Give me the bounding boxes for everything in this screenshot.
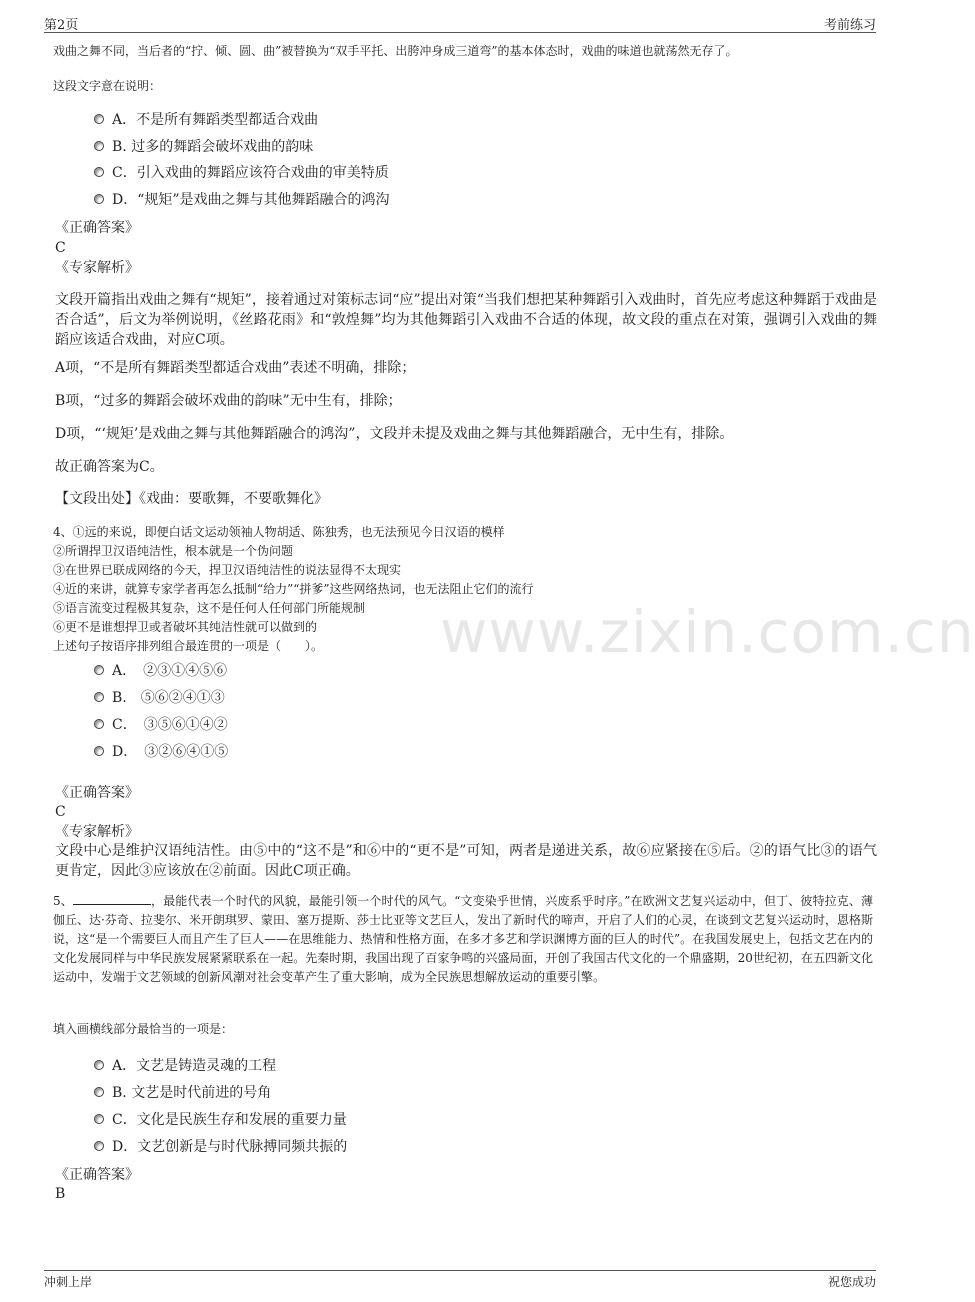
- q4-answer: C: [55, 804, 66, 820]
- q3-analysis-d: D项，“‘规矩’是戏曲之舞与其他舞蹈融合的鸿沟”，文段并未提及戏曲之舞与其他舞蹈融合，无中生有，排除。: [55, 426, 734, 442]
- radio-icon[interactable]: [94, 665, 104, 675]
- q5-passage-text: ，最能代表一个时代的风貌，最能引领一个时代的风气。“文变染乎世情，兴废系乎时序。”在欧洲文艺复兴运动中，但丁、彼特拉克、薄伽丘、达·芬奇、拉斐尔、米开朗琪罗、蒙田、塞万提斯、莎士比亚等文艺巨人，发出了新时代的啼声，开启了人们的心灵，在谈到文艺复兴运动时，恩格斯说，这“是一个需要巨人而且产生了巨人——在思维能力、热情和性格方面，在多才多艺和学识渊博方面的巨人的时代”。在我国发展史上，包括文艺在内的文化发展同样与中华民族发展紧紧联系在一起。先秦时期，我国出现了百家争鸣的兴盛局面，开创了我国古代文化的一个鼎盛期，20世纪初，在五四新文化运动中，发端于文艺领域的创新风潮对社会变革产生了重大影响，成为全民族思想解放运动的重要引擎。: [53, 894, 874, 984]
- option-label: B. 过多的舞蹈会破坏戏曲的韵味: [112, 139, 314, 155]
- option-label: C．文化是民族生存和发展的重要力量: [112, 1112, 347, 1128]
- q4-line-4: ④近的来讲，就算专家学者再怎么抵制“给力”“拼爹”这些网络热词，也无法阻止它们的流行: [53, 582, 534, 596]
- page-footer: [44, 1270, 876, 1295]
- q5-answer: B: [55, 1186, 66, 1202]
- radio-icon[interactable]: [94, 692, 104, 702]
- q5-option-a[interactable]: [94, 1056, 276, 1076]
- watermark: www.zixin.com.cn: [440, 598, 975, 666]
- q4-option-c[interactable]: [94, 715, 228, 735]
- option-label: A． ②③①④⑤⑥: [112, 663, 228, 679]
- q4-prompt: 上述句子按语序排列组合最连贯的一项是（ ）。: [53, 639, 324, 653]
- q4-option-b[interactable]: [94, 688, 225, 708]
- q3-answer-label: 《正确答案》: [55, 220, 139, 236]
- option-label: D．“规矩”是戏曲之舞与其他舞蹈融合的鸿沟: [112, 192, 390, 208]
- q3-answer: C: [55, 240, 66, 256]
- q3-option-c[interactable]: [94, 163, 389, 183]
- q3-analysis-conclusion: 故正确答案为C。: [55, 459, 164, 475]
- q4-analysis: 文段中心是维护汉语纯洁性。由⑤中的“这不是”和⑥中的“更不是”可知，两者是递进关系，故⑥应紧接在⑤后。②的语气比③的语气更肯定，因此③应该放在②前面。因此C项正确。: [55, 843, 877, 879]
- radio-icon[interactable]: [94, 746, 104, 756]
- option-label: D．文艺创新是与时代脉搏同频共振的: [112, 1139, 348, 1155]
- footer-left: 冲刺上岸: [44, 1275, 93, 1289]
- radio-icon[interactable]: [94, 167, 104, 177]
- radio-icon[interactable]: [94, 719, 104, 729]
- q4-line-1: 4、①远的来说，即便白话文运动领袖人物胡适、陈独秀，也无法预见今日汉语的模样: [53, 525, 505, 539]
- q5-passage: [53, 892, 873, 987]
- q3-source: 【文段出处】《戏曲：要歌舞，不要歌舞化》: [55, 491, 328, 507]
- q3-analysis-label: 《专家解析》: [55, 260, 139, 276]
- radio-icon[interactable]: [94, 1114, 104, 1124]
- q4-line-5: ⑤语言流变过程极其复杂，这不是任何人任何部门所能规制: [53, 601, 366, 615]
- page-header: [44, 12, 876, 33]
- page-number: 第2页: [44, 18, 79, 33]
- q3-analysis-b: B项，“过多的舞蹈会破坏戏曲的韵味”无中生有，排除；: [55, 393, 402, 409]
- q5-option-b[interactable]: [94, 1083, 271, 1103]
- q4-option-a[interactable]: [94, 661, 227, 681]
- q3-prompt: 这段文字意在说明：: [53, 79, 162, 93]
- radio-icon[interactable]: [94, 1087, 104, 1097]
- q5-option-d[interactable]: [94, 1137, 347, 1157]
- q4-option-d[interactable]: [94, 742, 228, 762]
- option-label: C． ③⑤⑥①④②: [112, 717, 228, 733]
- radio-icon[interactable]: [94, 194, 104, 204]
- q3-option-b[interactable]: [94, 137, 313, 157]
- radio-icon[interactable]: [94, 141, 104, 151]
- option-label: B. ⑤⑥②④①③: [112, 690, 225, 706]
- option-label: A．不是所有舞蹈类型都适合戏曲: [112, 112, 319, 128]
- q5-option-c[interactable]: [94, 1110, 347, 1130]
- q3-passage-tail: 戏曲之舞不同，当后者的“拧、倾、圆、曲”被替换为“双手平托、出胯冲身成三道弯”的基本体态时，戏曲的味道也就荡然无存了。: [53, 44, 738, 58]
- option-label: A．文艺是铸造灵魂的工程: [112, 1058, 277, 1074]
- blank-line: [73, 893, 151, 905]
- option-label: B. 文艺是时代前进的号角: [112, 1085, 272, 1101]
- q3-analysis-main: 文段开篇指出戏曲之舞有“规矩”，接着通过对策标志词“应”提出对策“当我们想把某种舞蹈引入戏曲时，首先应考虑这种舞蹈于戏曲是否合适”，后文为举例说明，《丝路花雨》和“敦煌舞”均为其他舞蹈引入戏曲不合适的体现，故文段的重点在对策，强调引入戏曲的舞蹈应该适合戏曲，对应C项。: [55, 292, 877, 348]
- q3-analysis-a: A项，“不是所有舞蹈类型都适合戏曲”表述不明确，排除；: [55, 360, 416, 376]
- radio-icon[interactable]: [94, 1060, 104, 1070]
- q5-prompt: 填入画横线部分最恰当的一项是：: [53, 1022, 234, 1036]
- q4-line-6: ⑥更不是谁想捍卫或者破坏其纯洁性就可以做到的: [53, 620, 318, 634]
- option-label: C．引入戏曲的舞蹈应该符合戏曲的审美特质: [112, 165, 389, 181]
- q4-line-3: ③在世界已联成网络的今天，捍卫汉语纯洁性的说法显得不太现实: [53, 563, 402, 577]
- footer-right: 祝您成功: [827, 1275, 876, 1289]
- q4-line-2: ②所谓捍卫汉语纯洁性，根本就是一个伪问题: [53, 544, 294, 558]
- radio-icon[interactable]: [94, 1141, 104, 1151]
- q5-number: 5、: [53, 894, 73, 908]
- option-label: D． ③②⑥④①⑤: [112, 744, 229, 760]
- q4-answer-label: 《正确答案》: [55, 785, 139, 801]
- q3-option-d[interactable]: [94, 190, 390, 210]
- q5-answer-label: 《正确答案》: [55, 1167, 139, 1183]
- q4-analysis-label: 《专家解析》: [55, 824, 139, 840]
- radio-icon[interactable]: [94, 114, 104, 124]
- header-title: 考前练习: [823, 18, 876, 33]
- q3-option-a[interactable]: [94, 110, 318, 130]
